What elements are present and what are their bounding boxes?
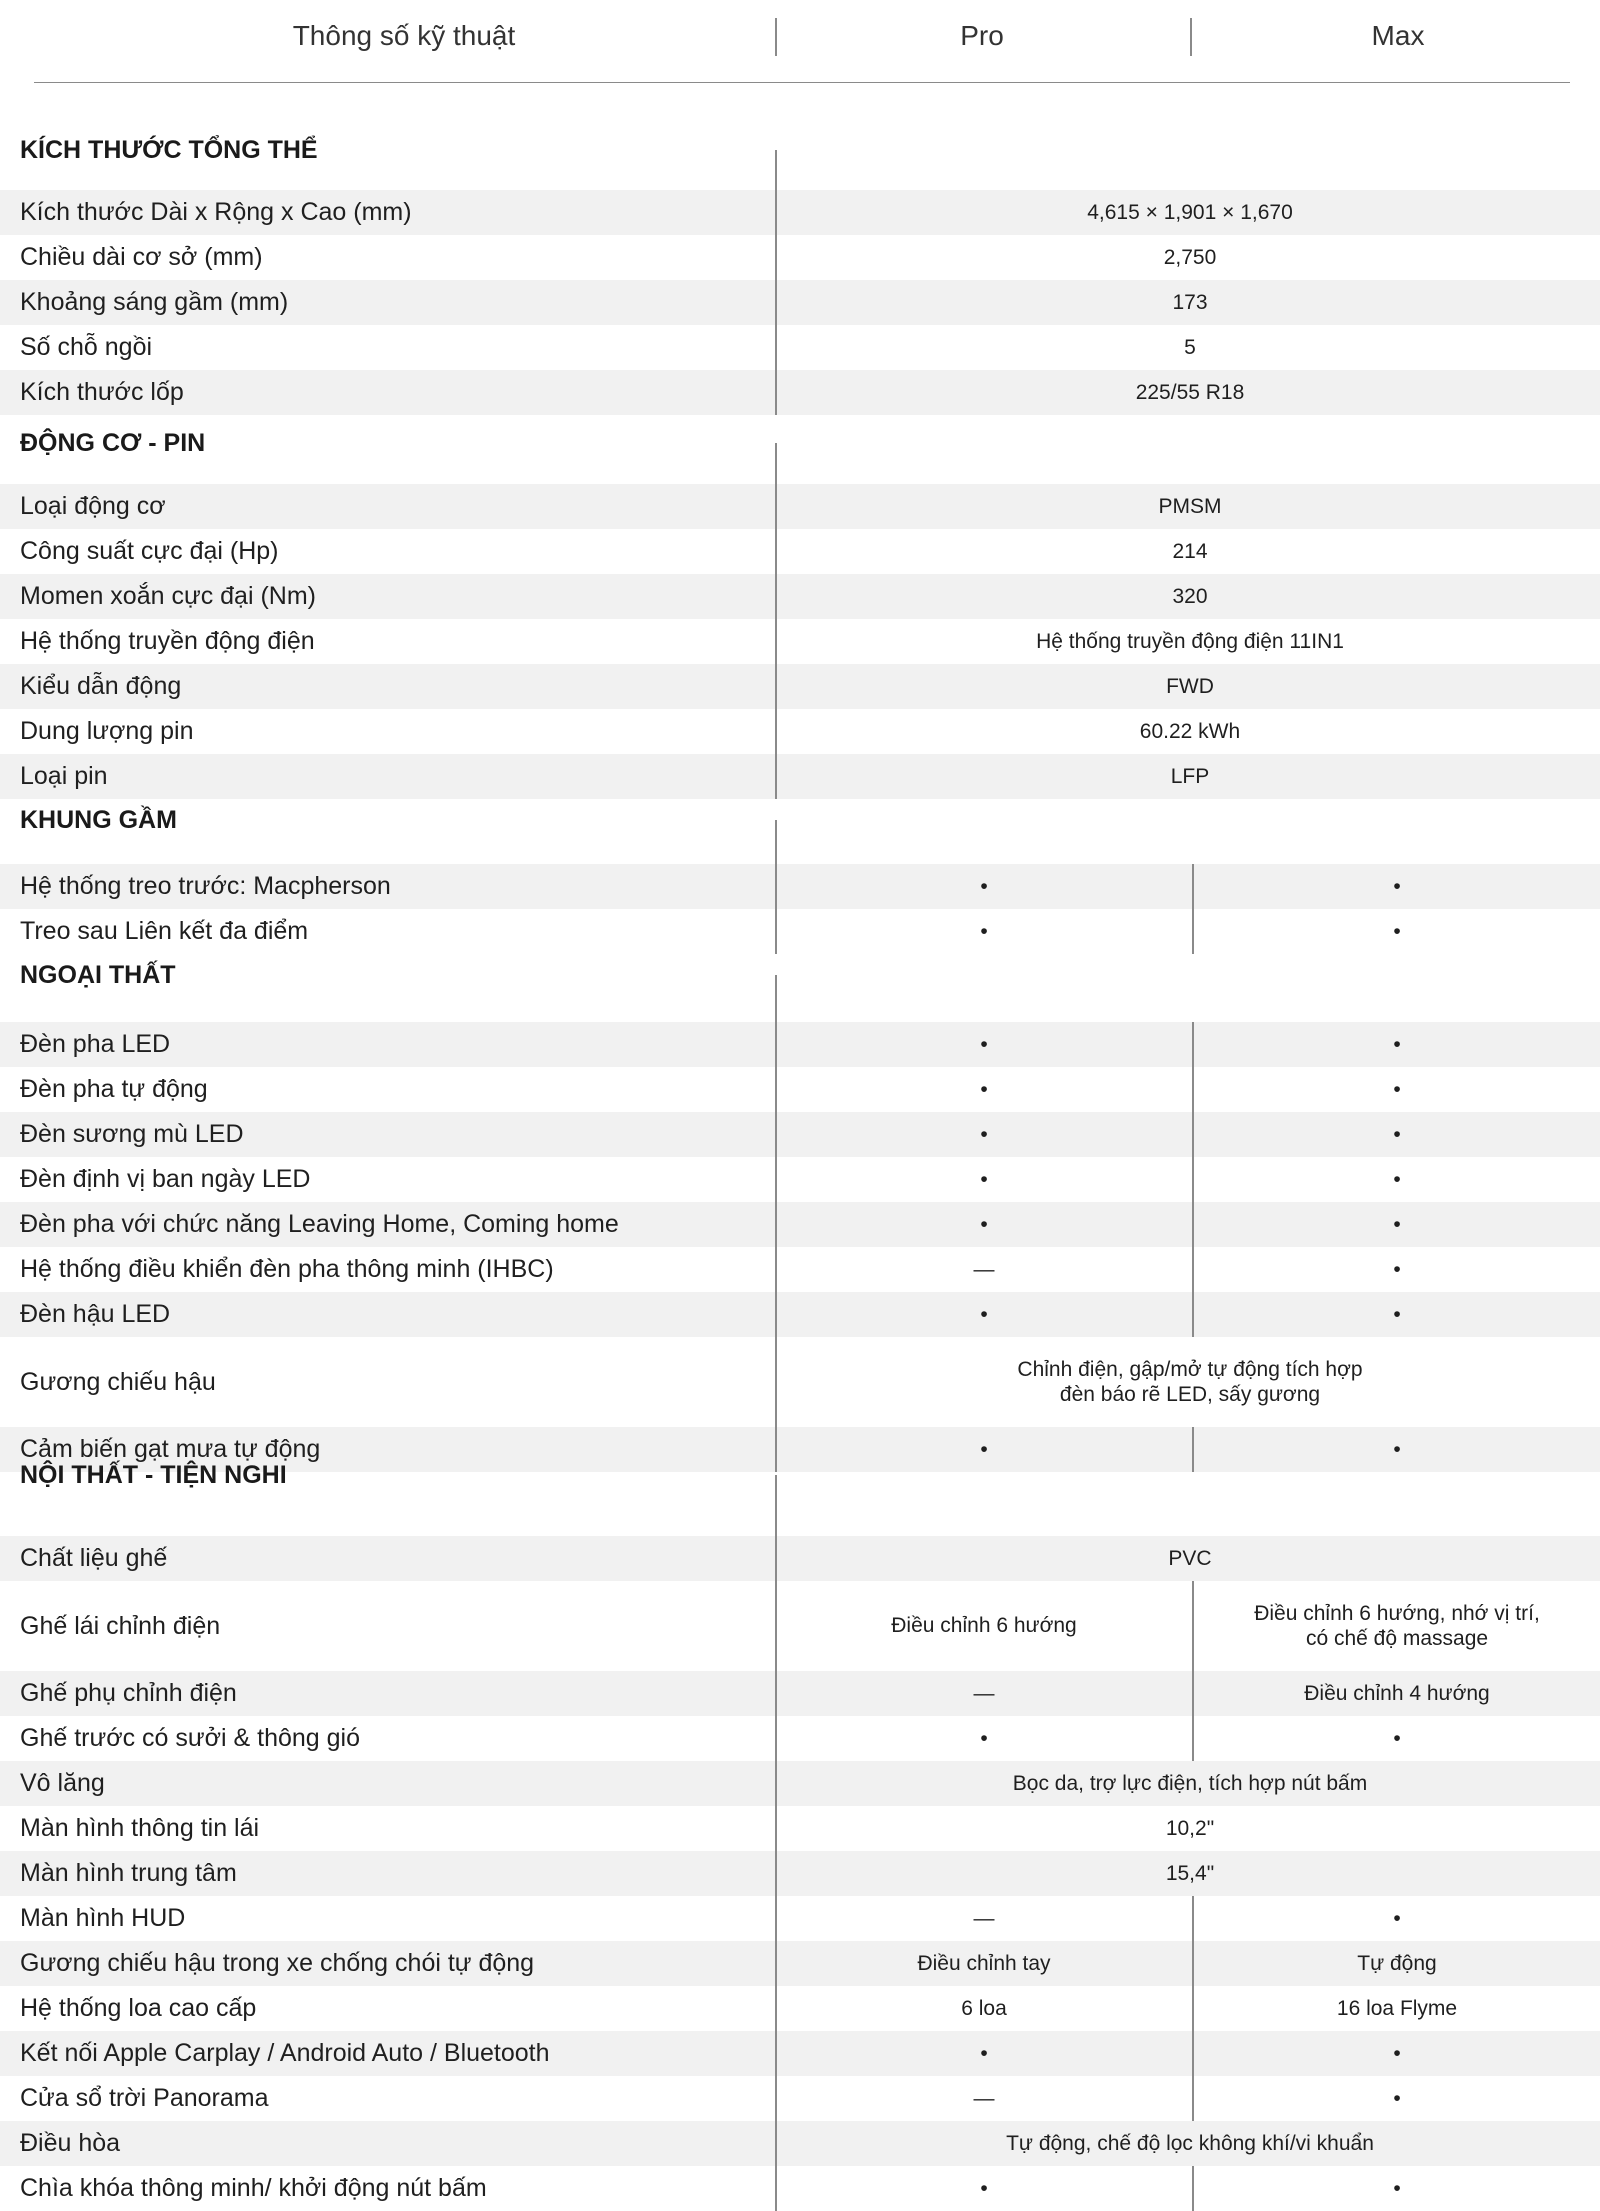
- spec-row: [0, 864, 1600, 909]
- spec-label: Hệ thống treo trước: Macpherson: [20, 872, 391, 900]
- spec-row: [0, 1247, 1600, 1292]
- pro-value: •: [980, 1212, 988, 1236]
- pro-max-divider: [1192, 1247, 1194, 1292]
- pro-max-divider: [1192, 2031, 1194, 2076]
- spec-value: PMSM: [1158, 494, 1222, 518]
- max-value: •: [1393, 1122, 1401, 1146]
- pro-max-divider: [1192, 909, 1194, 954]
- max-value: •: [1393, 1032, 1401, 1056]
- header-col-max: Max: [1371, 20, 1425, 51]
- max-value-line: có chế độ massage: [1305, 1627, 1489, 1650]
- max-value: •: [1393, 1906, 1401, 1930]
- spec-label: Số chỗ ngồi: [20, 333, 153, 361]
- pro-value: Điều chỉnh tay: [917, 1951, 1051, 1975]
- spec-row: [0, 664, 1600, 709]
- pro-max-divider: [1192, 1292, 1194, 1337]
- spec-value: 173: [1172, 290, 1208, 314]
- max-value-lines: [1254, 1601, 1540, 1651]
- max-value: Tự động: [1357, 1951, 1437, 1975]
- spec-row: [0, 1581, 1600, 1671]
- spec-label: Momen xoắn cực đại (Nm): [20, 582, 316, 610]
- pro-value: •: [980, 1077, 988, 1101]
- spec-row: [0, 325, 1600, 370]
- pro-max-divider: [1192, 1427, 1194, 1472]
- spec-row: [0, 1986, 1600, 2031]
- pro-max-divider: [1192, 1067, 1194, 1112]
- pro-value: —: [973, 1257, 995, 1281]
- spec-row: [0, 2076, 1600, 2121]
- pro-value: •: [980, 1437, 988, 1461]
- spec-label: Ghế phụ chỉnh điện: [20, 1679, 237, 1707]
- pro-max-divider: [1192, 2166, 1194, 2211]
- spec-label: Màn hình thông tin lái: [20, 1814, 260, 1842]
- spec-label: Kết nối Apple Carplay / Android Auto / Bluetooth: [20, 2039, 550, 2067]
- pro-value: •: [980, 1167, 988, 1191]
- spec-label: Treo sau Liên kết đa điểm: [20, 917, 309, 945]
- spec-row: [0, 1896, 1600, 1941]
- max-value: •: [1393, 1257, 1401, 1281]
- pro-value: •: [980, 919, 988, 943]
- spec-value: Tự động, chế độ lọc không khí/vi khuẩn: [1006, 2131, 1374, 2155]
- spec-label: Màn hình trung tâm: [20, 1859, 237, 1887]
- spec-row: [0, 909, 1600, 954]
- pro-value: •: [980, 2041, 988, 2065]
- pro-max-divider: [1192, 2076, 1194, 2121]
- section-label-divider: [775, 1475, 777, 2211]
- pro-value: —: [973, 1681, 995, 1705]
- spec-row: [0, 1806, 1600, 1851]
- max-value-line: Điều chỉnh 6 hướng, nhớ vị trí,: [1254, 1601, 1540, 1625]
- spec-label: Đèn hậu LED: [20, 1300, 171, 1328]
- spec-value: 60.22 kWh: [1139, 719, 1241, 743]
- spec-label: Loại động cơ: [20, 492, 166, 520]
- section-title: ĐỘNG CƠ - PIN: [20, 429, 206, 457]
- spec-value-lines: [1017, 1357, 1362, 1407]
- max-value: •: [1393, 1437, 1401, 1461]
- section-label-divider: [775, 443, 777, 799]
- spec-row: [0, 1536, 1600, 1581]
- spec-label: Kích thước lốp: [20, 378, 184, 406]
- spec-value-line: đèn báo rẽ LED, sấy gương: [1059, 1383, 1321, 1406]
- section-label-divider: [775, 820, 777, 954]
- spec-value: 214: [1172, 539, 1208, 563]
- section-title: NGOẠI THẤT: [20, 961, 176, 989]
- max-value: •: [1393, 1167, 1401, 1191]
- spec-row: [0, 1761, 1600, 1806]
- section-label-divider: [775, 150, 777, 415]
- spec-value: LFP: [1170, 764, 1210, 788]
- max-value: •: [1393, 1212, 1401, 1236]
- spec-row: [0, 280, 1600, 325]
- max-value: •: [1393, 919, 1401, 943]
- max-value: •: [1393, 2041, 1401, 2065]
- spec-value: Bọc da, trợ lực điện, tích hợp nút bấm: [1012, 1771, 1368, 1795]
- spec-row: [0, 574, 1600, 619]
- spec-row: [0, 2031, 1600, 2076]
- pro-max-divider: [1192, 1986, 1194, 2031]
- header-col-pro: Pro: [960, 20, 1004, 51]
- pro-max-divider: [1192, 1941, 1194, 1986]
- spec-value: PVC: [1168, 1546, 1212, 1570]
- spec-label: Khoảng sáng gầm (mm): [20, 288, 289, 316]
- pro-value: •: [980, 1302, 988, 1326]
- spec-label: Hệ thống điều khiển đèn pha thông minh (IHBC): [20, 1255, 554, 1283]
- pro-max-divider: [1192, 1022, 1194, 1067]
- spec-label: Ghế trước có sưởi & thông gió: [20, 1724, 361, 1752]
- spec-label: Chiều dài cơ sở (mm): [20, 243, 263, 271]
- spec-row: [0, 1337, 1600, 1427]
- spec-label: Vô lăng: [20, 1769, 105, 1797]
- pro-max-divider: [1192, 1112, 1194, 1157]
- spec-label: Công suất cực đại (Hp): [20, 537, 279, 565]
- spec-row: [0, 1067, 1600, 1112]
- spec-value: 320: [1172, 584, 1208, 608]
- spec-row: [0, 754, 1600, 799]
- pro-value: •: [980, 1726, 988, 1750]
- pro-max-divider: [1192, 1202, 1194, 1247]
- pro-value: •: [980, 1122, 988, 1146]
- pro-value: •: [980, 1032, 988, 1056]
- pro-value: —: [973, 2086, 995, 2110]
- spec-label: Cửa sổ trời Panorama: [20, 2084, 269, 2112]
- spec-value: 225/55 R18: [1135, 380, 1245, 404]
- spec-row: [0, 1112, 1600, 1157]
- spec-label: Màn hình HUD: [20, 1904, 186, 1932]
- spec-label: Gương chiếu hậu: [20, 1367, 216, 1396]
- spec-label: Đèn định vị ban ngày LED: [20, 1165, 311, 1193]
- spec-row: [0, 190, 1600, 235]
- spec-value: 10,2": [1165, 1816, 1215, 1840]
- spec-label: Gương chiếu hậu trong xe chống chói tự động: [20, 1949, 535, 1977]
- pro-max-divider: [1192, 1671, 1194, 1716]
- spec-value-line: Chỉnh điện, gập/mở tự động tích hợp: [1017, 1357, 1363, 1381]
- spec-label: Cảm biến gạt mưa tự động: [20, 1435, 321, 1463]
- spec-label: Loại pin: [20, 762, 108, 790]
- max-value: Điều chỉnh 4 hướng: [1304, 1681, 1490, 1705]
- spec-row: [0, 2121, 1600, 2166]
- max-value: [1194, 1581, 1600, 1671]
- max-value: •: [1393, 1302, 1401, 1326]
- max-value: 16 loa Flyme: [1336, 1996, 1458, 2020]
- spec-label: Đèn pha LED: [20, 1030, 171, 1058]
- max-value: •: [1393, 2086, 1401, 2110]
- pro-max-divider: [1192, 864, 1194, 909]
- spec-row: [0, 2166, 1600, 2211]
- pro-max-divider: [1192, 1157, 1194, 1202]
- header-spec-label: Thông số kỹ thuật: [292, 20, 516, 51]
- pro-max-divider: [1192, 1581, 1194, 1671]
- spec-row: [0, 1671, 1600, 1716]
- max-value: •: [1393, 874, 1401, 898]
- spec-row: [0, 370, 1600, 415]
- pro-max-divider: [1192, 1896, 1194, 1941]
- spec-row: [0, 1941, 1600, 1986]
- spec-value: 15,4": [1165, 1861, 1215, 1885]
- pro-value: •: [980, 2176, 988, 2200]
- spec-value: FWD: [1166, 674, 1214, 698]
- pro-value: •: [980, 874, 988, 898]
- spec-row: [0, 235, 1600, 280]
- section-title: KHUNG GẦM: [20, 806, 177, 834]
- spec-label: Đèn sương mù LED: [20, 1120, 244, 1148]
- spec-value: [776, 1337, 1600, 1427]
- pro-max-divider: [1192, 1716, 1194, 1761]
- spec-row: [0, 1022, 1600, 1067]
- section-title: NỘI THẤT - TIỆN NGHI: [20, 1461, 287, 1489]
- pro-value: 6 loa: [961, 1996, 1007, 2020]
- spec-label: Hệ thống truyền động điện: [20, 627, 315, 655]
- spec-value: 5: [1184, 335, 1196, 359]
- spec-label: Ghế lái chỉnh điện: [20, 1611, 221, 1640]
- spec-row: [0, 1292, 1600, 1337]
- spec-label: Chìa khóa thông minh/ khởi động nút bấm: [20, 2174, 487, 2202]
- spec-row: [0, 709, 1600, 754]
- spec-row: [0, 1716, 1600, 1761]
- spec-row: [0, 484, 1600, 529]
- pro-value: Điều chỉnh 6 hướng: [891, 1614, 1077, 1638]
- spec-label: Kích thước Dài x Rộng x Cao (mm): [20, 198, 412, 226]
- spec-label: Đèn pha với chức năng Leaving Home, Coming home: [20, 1210, 619, 1238]
- spec-value: 2,750: [1163, 245, 1217, 269]
- spec-value: Hệ thống truyền động điện 11IN1: [1036, 629, 1344, 653]
- max-value: •: [1393, 1726, 1401, 1750]
- spec-row: [0, 1851, 1600, 1896]
- spec-row: [0, 619, 1600, 664]
- spec-label: Kiểu dẫn động: [20, 672, 182, 700]
- spec-row: [0, 1202, 1600, 1247]
- spec-label: Đèn pha tự động: [20, 1075, 208, 1103]
- spec-label: Hệ thống loa cao cấp: [20, 1994, 257, 2022]
- max-value: •: [1393, 1077, 1401, 1101]
- spec-label: Dung lượng pin: [20, 717, 194, 745]
- section-title: KÍCH THƯỚC TỔNG THỂ: [20, 136, 318, 164]
- spec-row: [0, 1157, 1600, 1202]
- pro-value: —: [973, 1906, 995, 1930]
- spec-label: Điều hòa: [20, 2129, 121, 2157]
- max-value: •: [1393, 2176, 1401, 2200]
- spec-label: Chất liệu ghế: [20, 1544, 168, 1572]
- section-label-divider: [775, 975, 777, 1472]
- spec-value: 4,615 × 1,901 × 1,670: [1087, 200, 1293, 224]
- spec-row: [0, 529, 1600, 574]
